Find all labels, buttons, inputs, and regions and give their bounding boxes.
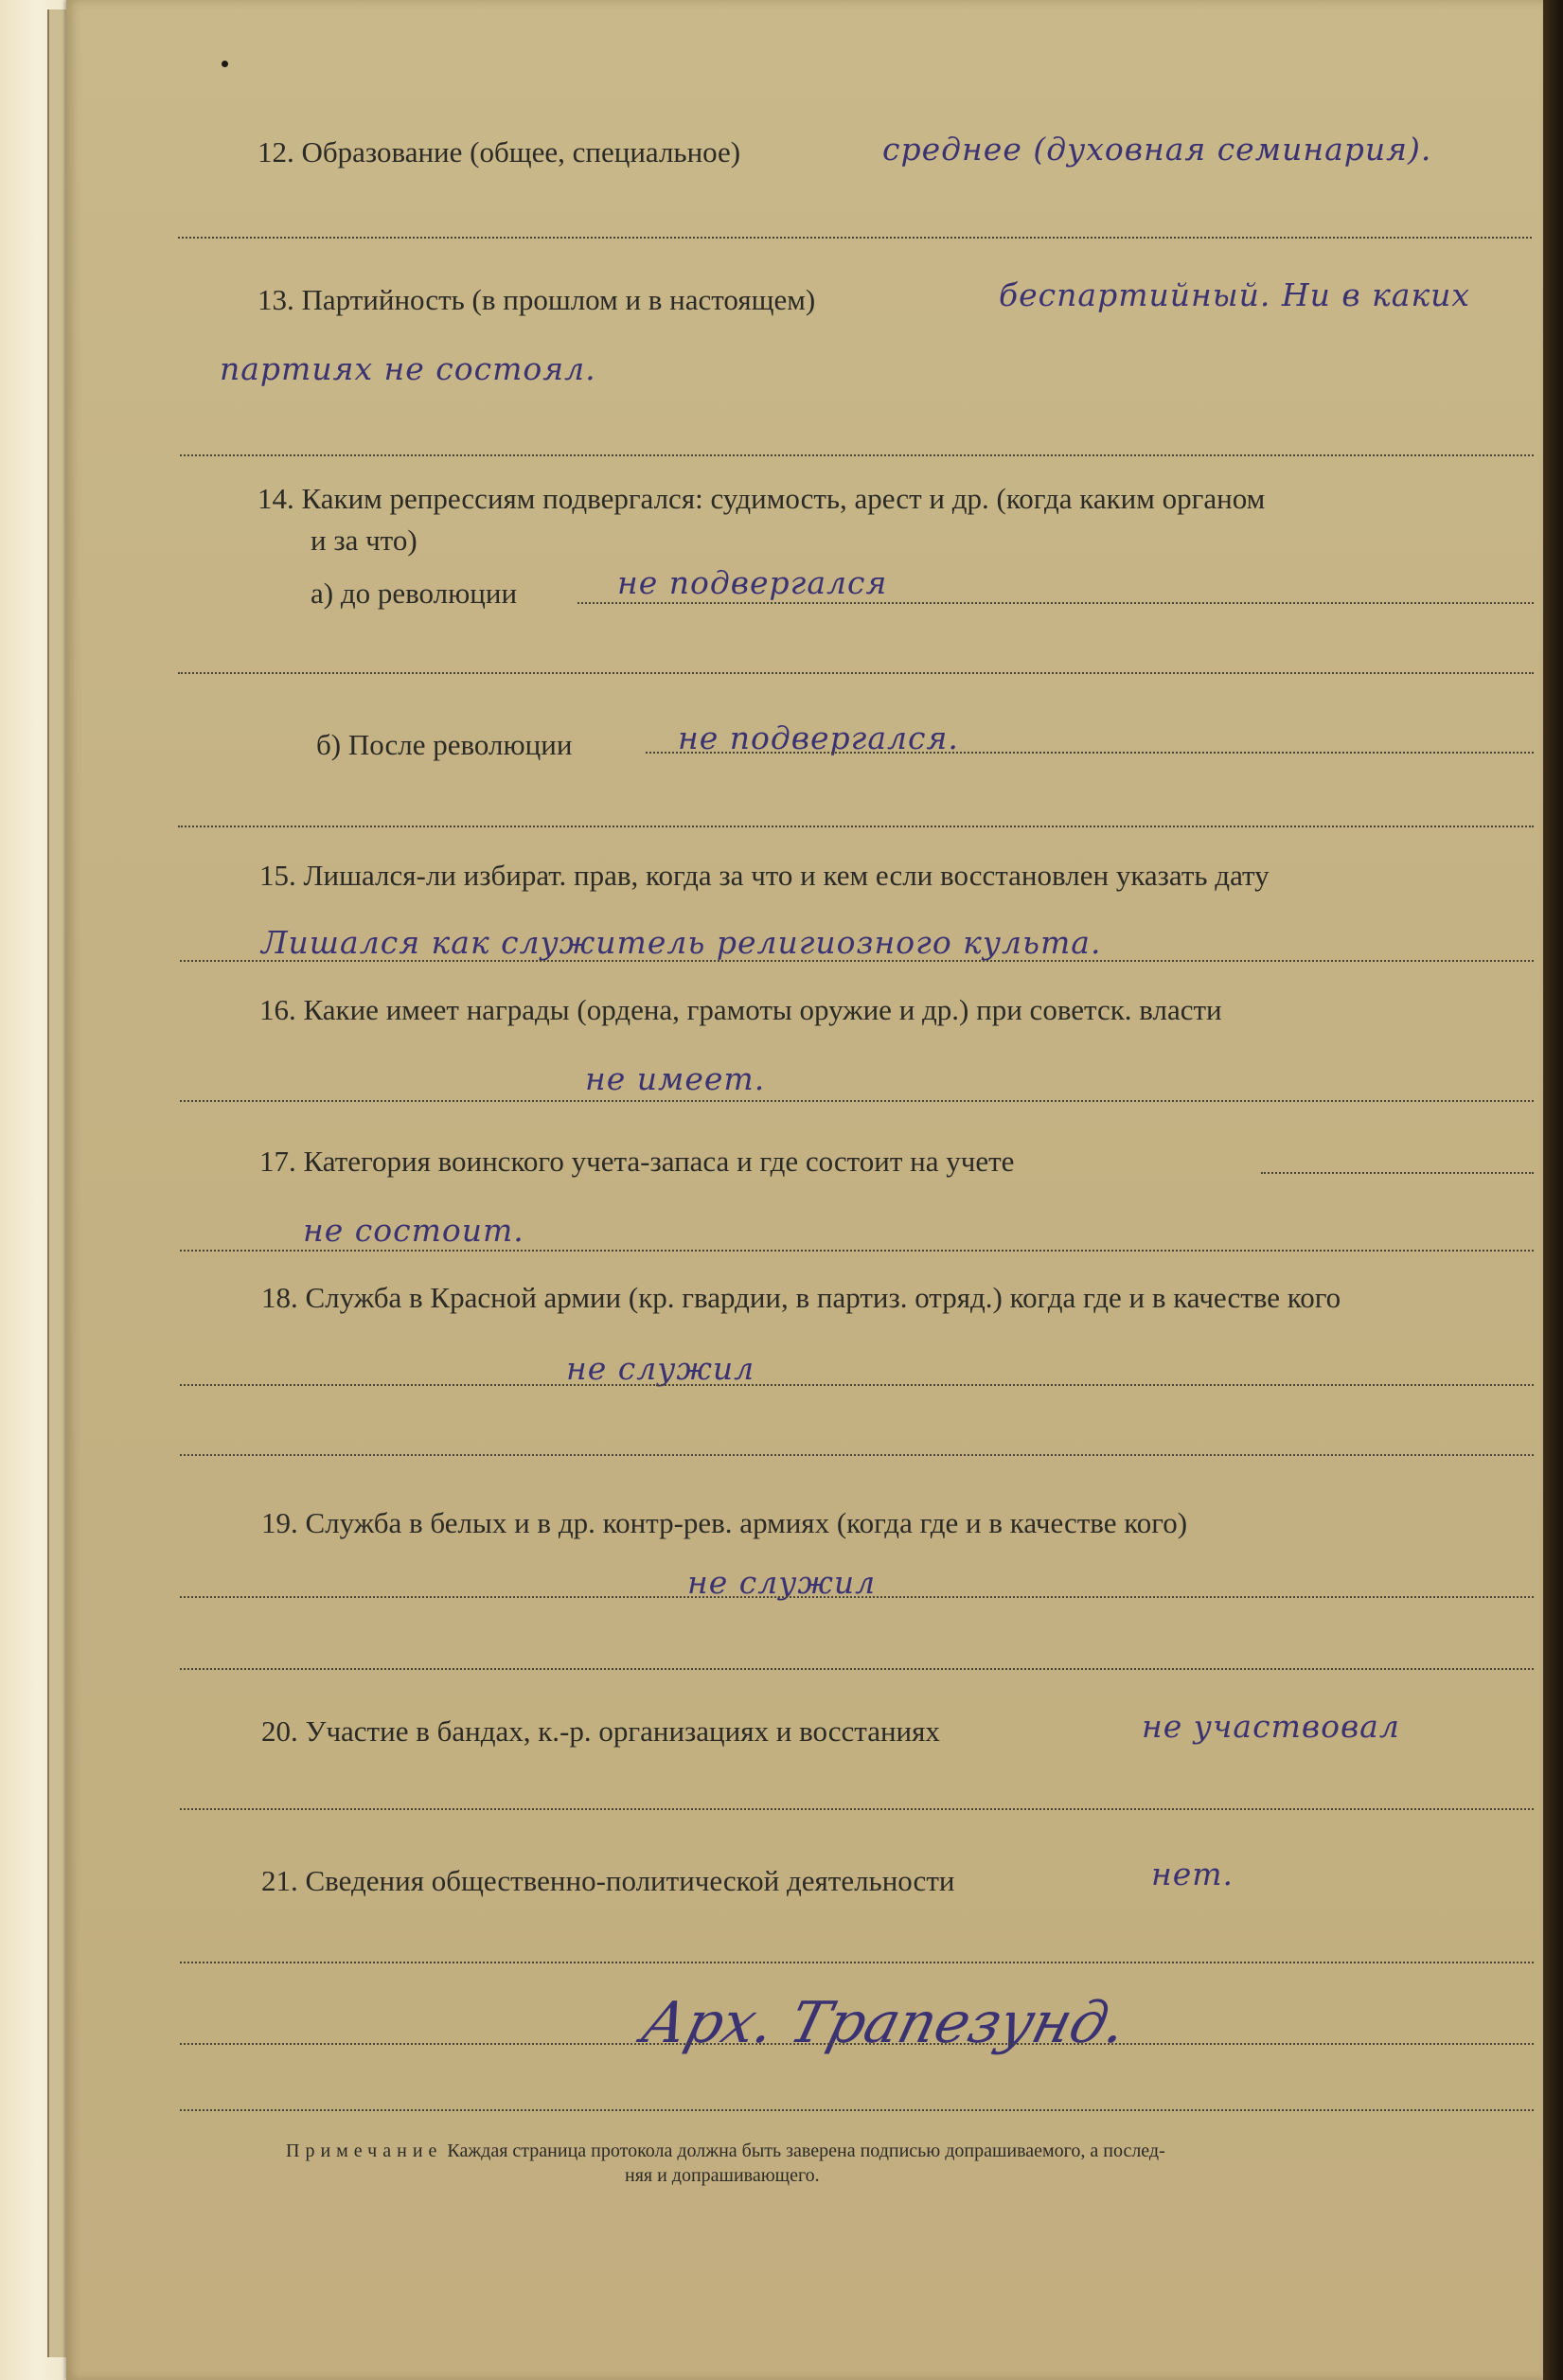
answer-line bbox=[180, 1962, 1534, 1963]
ink-spot bbox=[222, 61, 228, 67]
question-14-b: б) После революции bbox=[316, 728, 573, 761]
answer-line bbox=[180, 2109, 1534, 2111]
answer-line bbox=[180, 1100, 1534, 1102]
answer-20: не участвовал bbox=[1142, 1708, 1400, 1745]
question-18: 18. Служба в Красной армии (кр. гвардии, в партиз. отряд.) когда где и в качестве кого bbox=[261, 1281, 1341, 1314]
question-14-a: а) до революции bbox=[311, 577, 518, 610]
answer-13: беспартийный. Ни в каких bbox=[999, 276, 1471, 313]
answer-line bbox=[180, 1808, 1534, 1810]
answer-line bbox=[180, 1384, 1534, 1386]
question-14: 14. Каким репрессиям подвергался: судимость, арест и др. (когда каким органом bbox=[258, 482, 1266, 515]
answer-line bbox=[180, 1668, 1534, 1670]
answer-12: среднее (духовная семинария). bbox=[882, 131, 1432, 168]
answer-line bbox=[180, 2043, 1534, 2045]
question-15: 15. Лишался-ли избират. прав, когда за что и кем если восстановлен указать дату bbox=[259, 859, 1270, 892]
question-12: 12. Образование (общее, специальное) bbox=[258, 135, 741, 169]
answer-19: не служил bbox=[687, 1564, 877, 1601]
answer-14-b: не подвергался. bbox=[678, 719, 959, 756]
footnote-text: Каждая страница протокола должна быть заверена подписью допрашиваемого, а послед- bbox=[447, 2140, 1165, 2161]
answer-line bbox=[178, 672, 1534, 674]
answer-16: не имеет. bbox=[585, 1060, 766, 1097]
question-19: 19. Служба в белых и в др. контр-рев. армиях (когда где и в качестве кого) bbox=[261, 1506, 1188, 1539]
question-21: 21. Сведения общественно-политической деятельности bbox=[261, 1864, 955, 1897]
answer-14-a: не подвергался bbox=[617, 564, 888, 601]
scan-dark-edge bbox=[1543, 0, 1563, 2380]
answer-line bbox=[178, 237, 1532, 239]
footnote bbox=[286, 2140, 1165, 2163]
question-16: 16. Какие имеет награды (ордена, грамоты оружие и др.) при советск. власти bbox=[259, 993, 1222, 1026]
handwritten-signature: Арх. Трапезунд. bbox=[635, 1990, 1134, 2056]
answer-line bbox=[646, 752, 1534, 754]
answer-line bbox=[178, 826, 1534, 827]
answer-line bbox=[180, 960, 1534, 962]
answer-18: не служил bbox=[566, 1350, 755, 1387]
question-17: 17. Категория воинского учета-запаса и где состоит на учете bbox=[259, 1145, 1015, 1178]
answer-13-cont: партиях не состоял. bbox=[220, 350, 596, 387]
answer-line bbox=[180, 454, 1534, 456]
answer-17: не состоит. bbox=[303, 1212, 524, 1249]
question-14-cont: и за что) bbox=[311, 524, 417, 557]
answer-line bbox=[1261, 1172, 1534, 1174]
footnote-cont: няя и допрашивающего. bbox=[625, 2165, 820, 2186]
question-20: 20. Участие в бандах, к.-р. организациях и восстаниях bbox=[261, 1714, 940, 1748]
footnote-label: Примечание bbox=[286, 2140, 443, 2161]
document-page bbox=[66, 0, 1543, 2380]
answer-line bbox=[180, 1454, 1534, 1456]
answer-21: нет. bbox=[1151, 1856, 1234, 1892]
question-13: 13. Партийность (в прошлом и в настоящем) bbox=[258, 283, 816, 316]
answer-line bbox=[180, 1596, 1534, 1598]
answer-15: Лишался как служитель религиозного культа. bbox=[261, 924, 1102, 961]
answer-line bbox=[180, 1250, 1534, 1252]
answer-line bbox=[577, 602, 1534, 604]
